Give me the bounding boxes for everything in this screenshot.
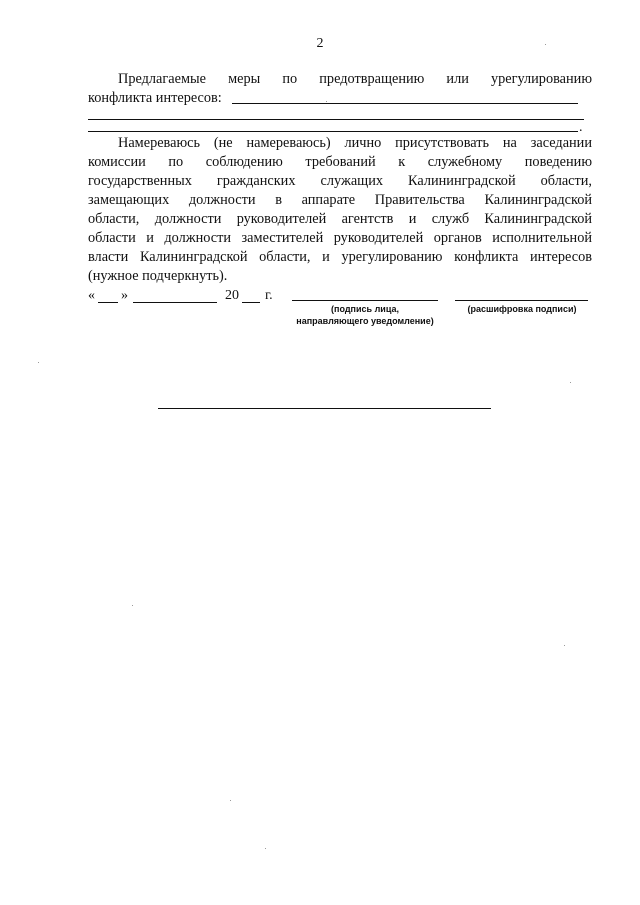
signature-caption <box>290 303 440 327</box>
year-suffix: г. <box>265 288 273 303</box>
intention-line: власти Калининградской области, и урегулированию конфликта интересов <box>88 249 592 265</box>
measures-line-1: Предлагаемые меры по предотвращению или урегулированию <box>118 71 592 87</box>
scan-speck <box>132 605 133 606</box>
scan-speck <box>265 848 266 849</box>
closing-separator <box>158 408 491 409</box>
signature-caption-line-1: (подпись лица, <box>331 304 399 314</box>
day-fill-line[interactable] <box>98 302 118 303</box>
intention-line: комиссии по соблюдению требований к служебному поведению <box>88 154 592 170</box>
decoding-caption: (расшифровка подписи) <box>467 304 577 314</box>
intention-line: замещающих должности в аппарате Правительства Калининградской <box>88 192 592 208</box>
scan-speck <box>38 362 39 363</box>
year-prefix: 20 <box>225 288 239 303</box>
measures-fill-line-3[interactable] <box>88 131 578 132</box>
intention-line: области и должности заместителей руководителей органов исполнительной <box>88 230 592 246</box>
intention-line: государственных гражданских служащих Калининградской области, <box>88 173 592 189</box>
measures-fill-line-1[interactable] <box>232 103 578 104</box>
month-fill-line[interactable] <box>133 302 217 303</box>
measures-end-mark: . <box>579 120 583 135</box>
scan-speck <box>230 800 231 801</box>
decoding-fill-line[interactable] <box>455 300 588 301</box>
year-fill-line[interactable] <box>242 302 260 303</box>
open-quote: « <box>88 288 95 303</box>
scan-speck <box>564 645 565 646</box>
signature-caption-line-2: направляющего уведомление) <box>296 316 434 326</box>
scan-speck <box>326 101 327 102</box>
intention-last-line: (нужное подчеркнуть). <box>88 268 228 284</box>
page-number: 2 <box>316 36 324 51</box>
intention-paragraph <box>88 134 592 286</box>
measures-line-2: конфликта интересов: <box>88 90 222 106</box>
intention-line: Намереваюсь (не намереваюсь) лично присутствовать на заседании <box>118 135 592 151</box>
measures-fill-line-2[interactable] <box>88 119 584 120</box>
signature-fill-line[interactable] <box>292 300 438 301</box>
close-quote: » <box>121 288 128 303</box>
intention-line: области, должности руководителей агентств и служб Калининградской <box>88 211 592 227</box>
scan-speck <box>545 44 546 45</box>
scan-speck <box>570 382 571 383</box>
